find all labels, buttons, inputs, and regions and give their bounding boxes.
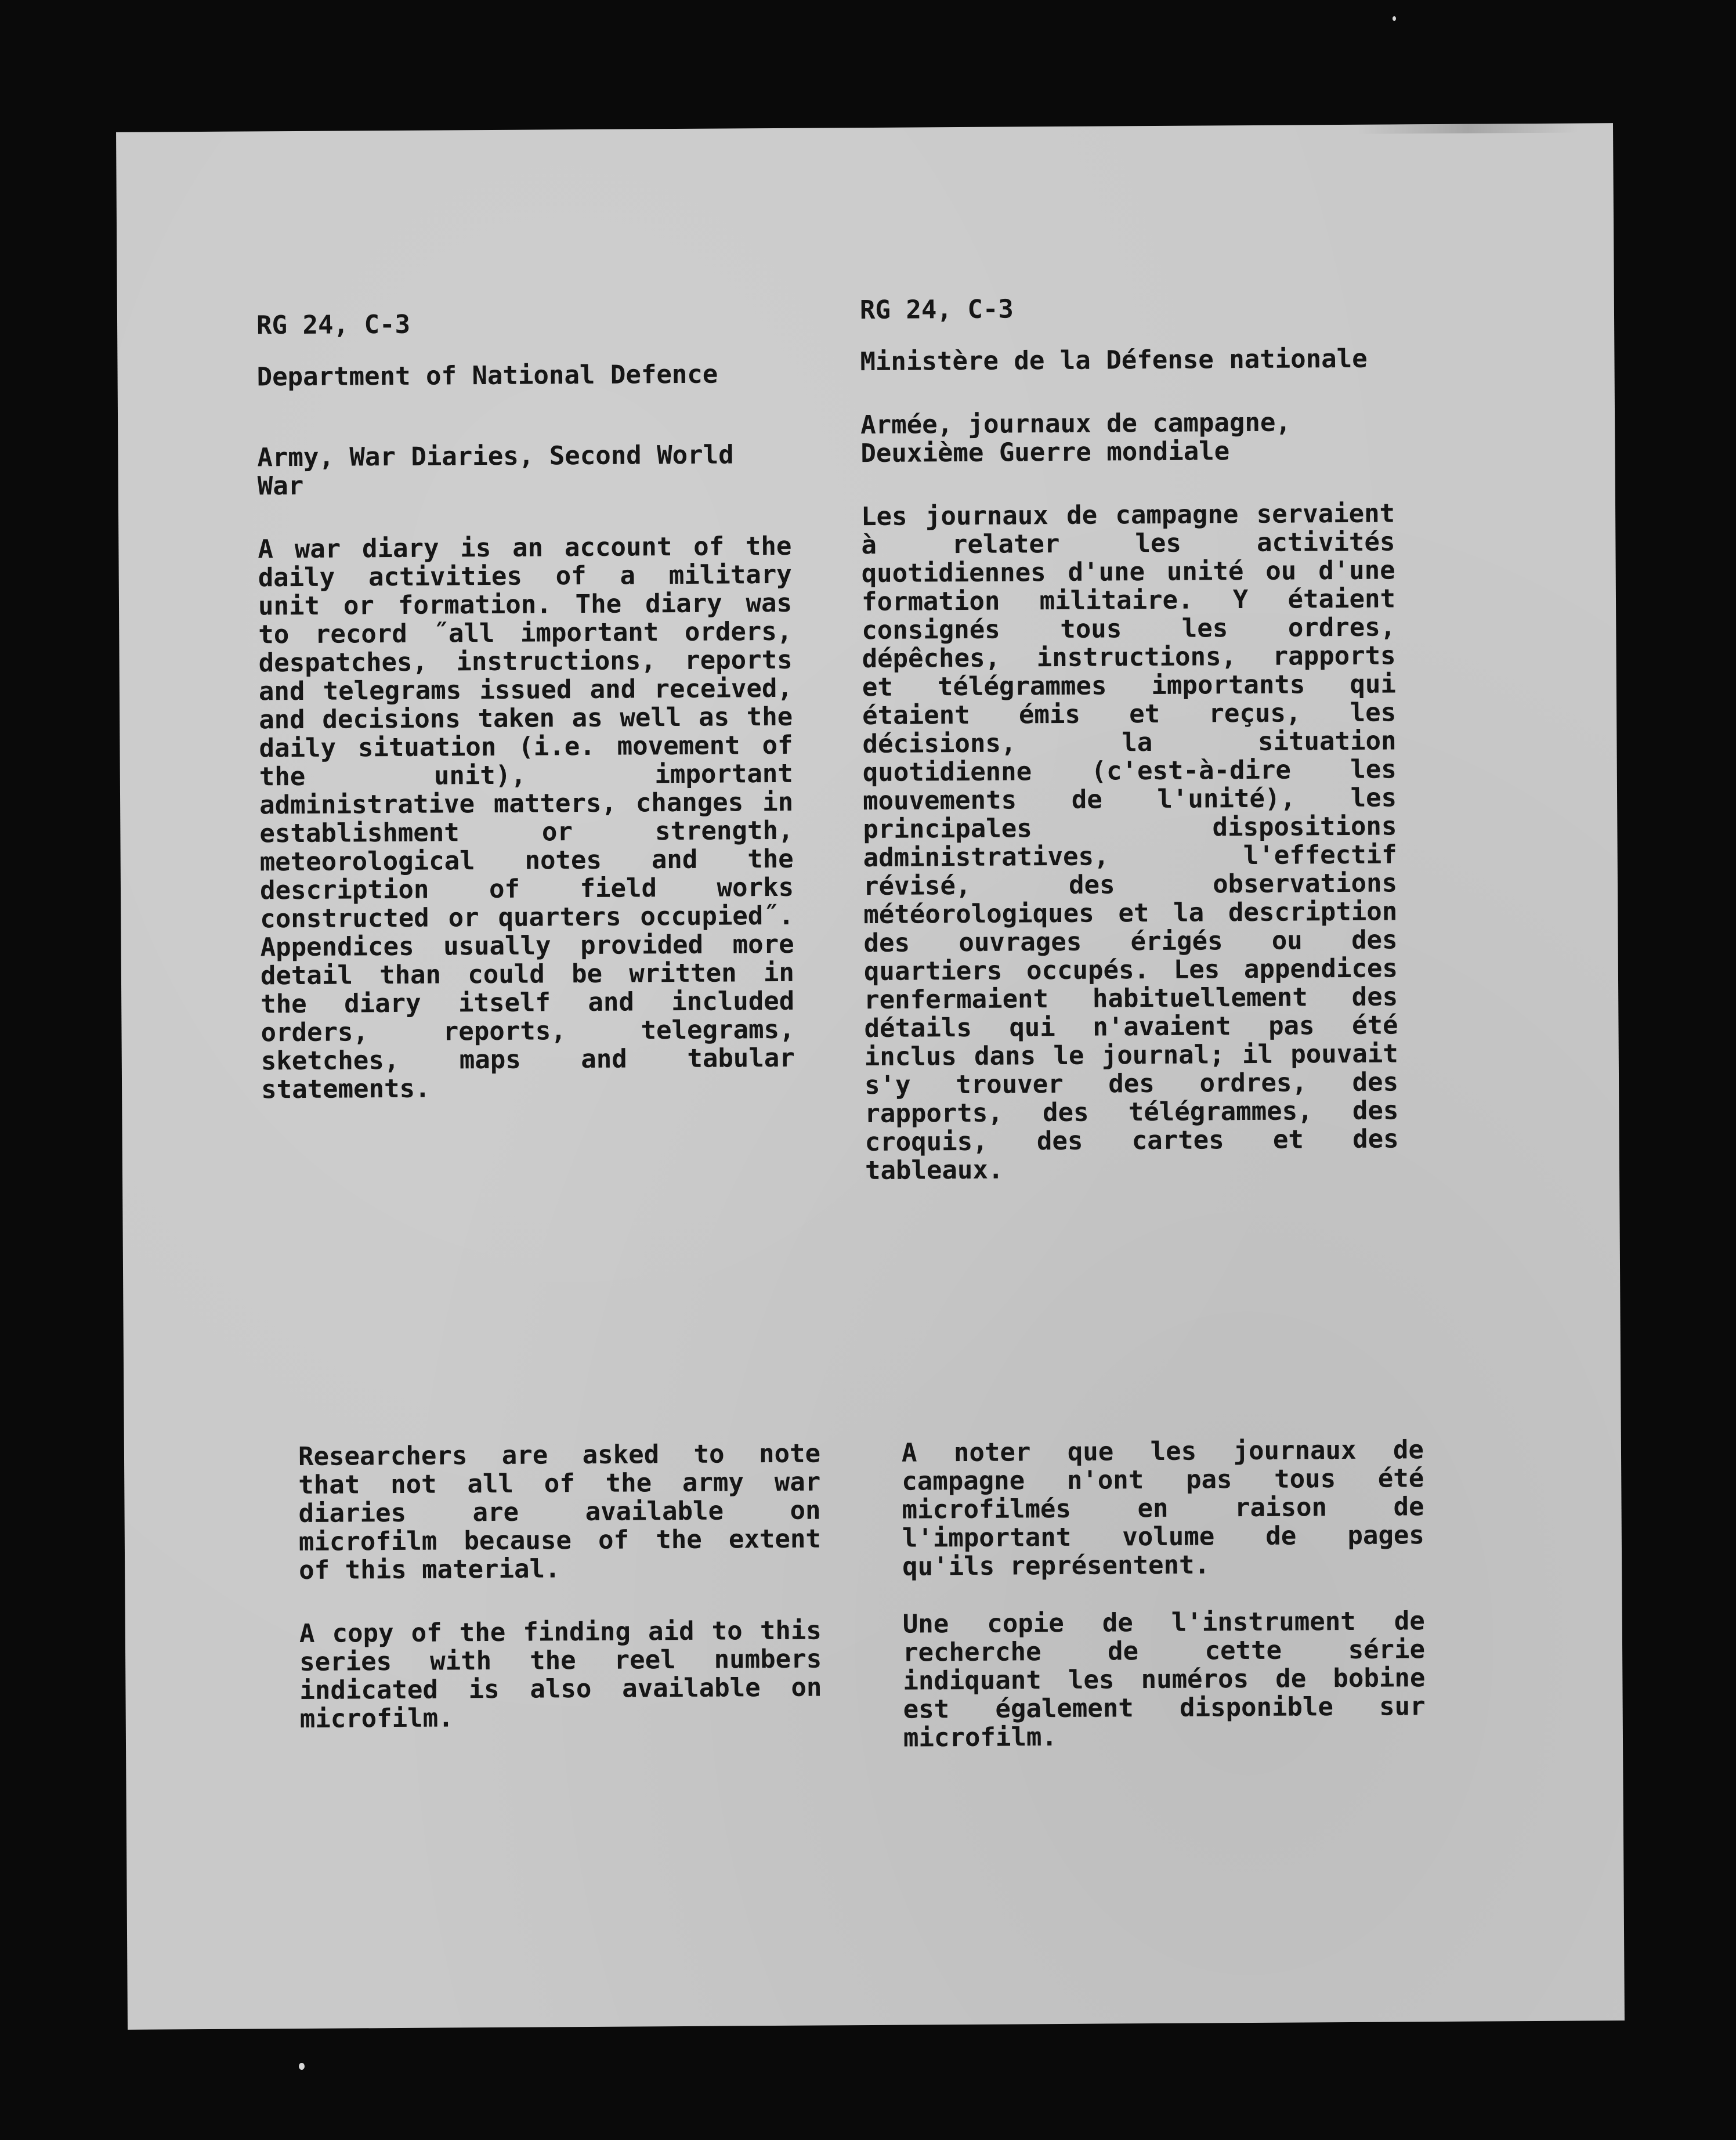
- page-edge-smudge: [1358, 124, 1578, 134]
- finding-aid-note: Une copie de l'instrument de recherche de cette série indiquant les numéros de bobine est également disponible sur microfilm.: [902, 1606, 1426, 1753]
- series-title: Army, War Diaries, Second World War: [257, 440, 734, 501]
- film-speck: [299, 2063, 305, 2070]
- english-column: [256, 308, 822, 1734]
- series-title: Armée, journaux de campagne, Deuxième Guerre mondiale: [860, 407, 1292, 469]
- microfilm-availability-note: Researchers are asked to note that not all of the army war diaries are available on microfilm because of the extent of this material.: [298, 1438, 822, 1586]
- record-group-reference: RG 24, C-3: [859, 294, 1014, 326]
- record-group-reference: RG 24, C-3: [256, 309, 411, 341]
- department-name: Ministère de la Défense nationale: [860, 344, 1368, 377]
- series-description: Les journaux de campagne servaient à relater les activités quotidiennes d'une unité ou d'une formation militaire. Y étaient consignés tous les ordres, dépêches, instructions, rapports et télégrammes importants qui étaient émis et reçus, les décisions, la situation quotidienne (c'est-à-dire les mouvements de l'unité), les principales dispositions administratives, l'effectif révisé, des observations météorologiques et la description des ouvrages érigés ou des quartiers occupés. Les appendices renfermaient habituellement des détails qui n'avaient pas été inclus dans le journal; il pouvait s'y trouver des ordres, des rapports, des télégrammes, des croquis, des cartes et des tableaux.: [860, 498, 1399, 1186]
- french-column: [859, 292, 1426, 1753]
- series-description: A war diary is an account of the daily activities of a military unit or formation. The diary was to record ˝all important orders, despatches, instructions, reports and telegrams issued and received, and decisions taken as well as the daily situation (i.e. movement of the unit), important administrative matters, changes in establishment or strength, meteorological notes and the description of field works constructed or quarters occupied˝. Appendices usually provided more detail than could be written in the diary itself and included orders, reports, telegrams, sketches, maps and tabular statements.: [258, 531, 795, 1105]
- film-speck: [1393, 16, 1396, 21]
- document-page: [116, 123, 1625, 2030]
- finding-aid-note: A copy of the finding aid to this series with the reel numbers indicated is also available on microfilm.: [299, 1615, 822, 1734]
- department-name: Department of National Defence: [256, 359, 718, 392]
- microfilm-availability-note: A noter que les journaux de campagne n'ont pas tous été microfilmés en raison de l'important volume de pages qu'ils représentent.: [901, 1435, 1425, 1582]
